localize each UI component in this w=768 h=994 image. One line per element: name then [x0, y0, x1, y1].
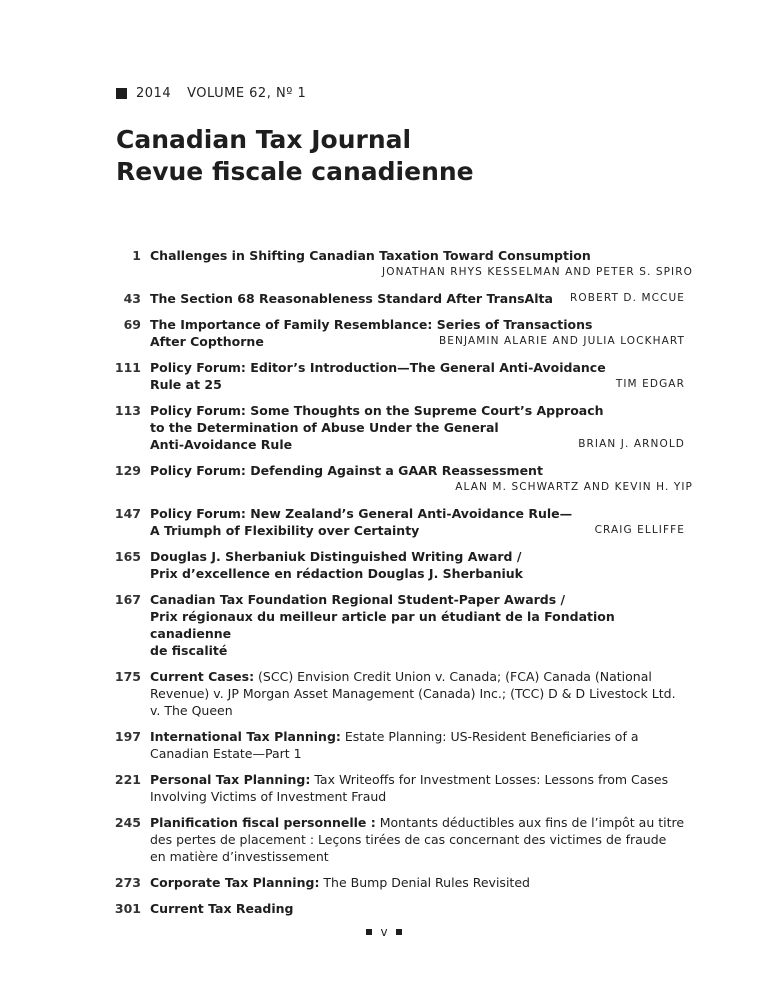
toc-page-number: 1	[132, 248, 141, 263]
toc-page-number: 197	[114, 729, 141, 744]
toc-entry	[0, 874, 768, 891]
toc-page-number: 221	[114, 772, 141, 787]
toc-page-number: 147	[114, 506, 141, 521]
toc-title-line: Rule at 25	[150, 377, 222, 392]
toc-entry	[0, 402, 768, 453]
toc-title-line: Anti-Avoidance Rule	[150, 437, 293, 452]
toc-entry	[0, 814, 768, 865]
toc-entry	[0, 668, 768, 719]
toc-entry	[0, 728, 768, 762]
toc-page-number: 113	[114, 403, 141, 418]
toc-title-line: Douglas J. Sherbaniuk Distinguished Writing Award /	[150, 549, 522, 564]
toc-page-number: 165	[114, 549, 141, 564]
issue-volume: VOLUME 62, Nº 1	[187, 86, 307, 101]
toc-title-line: to the Determination of Abuse Under the General	[150, 420, 499, 435]
toc-author: BENJAMIN ALARIE AND JULIA LOCKHART	[438, 335, 685, 347]
toc-entry	[0, 290, 768, 307]
toc-title-line: Prix régionaux du meilleur article par un étudiant de la Fondation canadienne	[150, 609, 615, 641]
toc-entry	[0, 359, 768, 393]
toc-section-title: (SCC) Envision Credit Union v. Canada; (FCA) Canada (National Revenue) v. JP Morgan Asset Management (Canada) Inc.; (TCC) D & D Livestock Ltd. v. The Queen	[150, 669, 676, 718]
journal-title-english: Canadian Tax Journal	[116, 125, 412, 154]
toc-title-line: Policy Forum: New Zealand’s General Anti-Avoidance Rule—	[150, 506, 573, 521]
toc-author: TIM EDGAR	[615, 378, 685, 390]
toc-page-number: 245	[114, 815, 141, 830]
issue-year: 2014	[136, 86, 172, 101]
toc-section-label: Current Cases:	[150, 669, 255, 684]
table-of-contents	[0, 247, 768, 926]
toc-section-label: International Tax Planning:	[150, 729, 341, 744]
toc-page-number: 167	[114, 592, 141, 607]
toc-entry	[0, 900, 768, 917]
toc-page-number: 129	[114, 463, 141, 478]
toc-author: JONATHAN RHYS KESSELMAN AND PETER S. SPIRO	[382, 266, 693, 278]
toc-entry	[0, 771, 768, 805]
page-numeral: v	[380, 925, 388, 939]
toc-title-line: Challenges in Shifting Canadian Taxation Toward Consumption	[150, 248, 591, 263]
journal-title-french: Revue fiscale canadienne	[116, 157, 474, 186]
toc-section-title: Montants déductibles aux fins de l’impôt au titre des pertes de placement : Leçons tirées de cas concernant des victimes de fraude en matière d’investissement	[150, 815, 685, 864]
journal-title	[116, 124, 474, 188]
toc-page-number: 69	[123, 317, 141, 332]
square-bullet-icon	[396, 929, 402, 935]
toc-author: ALAN M. SCHWARTZ AND KEVIN H. YIP	[455, 481, 693, 493]
toc-title-line: Canadian Tax Foundation Regional Student-Paper Awards /	[150, 592, 566, 607]
toc-author: BRIAN J. ARNOLD	[578, 438, 685, 450]
toc-title-line: Policy Forum: Editor’s Introduction—The General Anti-Avoidance	[150, 360, 606, 375]
page-footer	[0, 925, 768, 939]
toc-page-number: 43	[123, 291, 141, 306]
square-bullet-icon	[366, 929, 372, 935]
toc-page-number: 301	[114, 901, 141, 916]
toc-title-line: The Section 68 Reasonableness Standard After TransAlta	[150, 291, 553, 306]
toc-page-number: 175	[114, 669, 141, 684]
toc-title-line: Policy Forum: Some Thoughts on the Supreme Court’s Approach	[150, 403, 604, 418]
toc-author: ROBERT D. MCCUE	[570, 292, 685, 304]
toc-section-title: Tax Writeoffs for Investment Losses: Lessons from Cases Involving Victims of Investment Fraud	[150, 772, 669, 804]
toc-entry	[0, 591, 768, 659]
toc-author: CRAIG ELLIFFE	[594, 524, 685, 536]
toc-section-label: Current Tax Reading	[150, 901, 294, 916]
toc-section-label: Planification fiscal personnelle :	[150, 815, 376, 830]
toc-title-line: de fiscalité	[150, 643, 228, 658]
toc-page-number: 111	[114, 360, 141, 375]
toc-title-line: The Importance of Family Resemblance: Series of Transactions	[150, 317, 593, 332]
toc-entry	[0, 462, 768, 496]
toc-title-line: A Triumph of Flexibility over Certainty	[150, 523, 420, 538]
square-bullet-icon	[116, 88, 127, 99]
toc-entry	[0, 505, 768, 539]
toc-section-title: Estate Planning: US-Resident Beneficiaries of a Canadian Estate—Part 1	[150, 729, 639, 761]
toc-entry	[0, 316, 768, 350]
toc-section-label: Personal Tax Planning:	[150, 772, 311, 787]
toc-entry	[0, 247, 768, 281]
toc-title-line: Policy Forum: Defending Against a GAAR Reassessment	[150, 463, 543, 478]
issue-line	[116, 86, 306, 101]
toc-title-line: Prix d’excellence en rédaction Douglas J. Sherbaniuk	[150, 566, 523, 581]
toc-title-line: After Copthorne	[150, 334, 264, 349]
toc-page-number: 273	[114, 875, 141, 890]
toc-section-label: Corporate Tax Planning:	[150, 875, 320, 890]
toc-section-title: The Bump Denial Rules Revisited	[319, 875, 530, 890]
toc-entry	[0, 548, 768, 582]
